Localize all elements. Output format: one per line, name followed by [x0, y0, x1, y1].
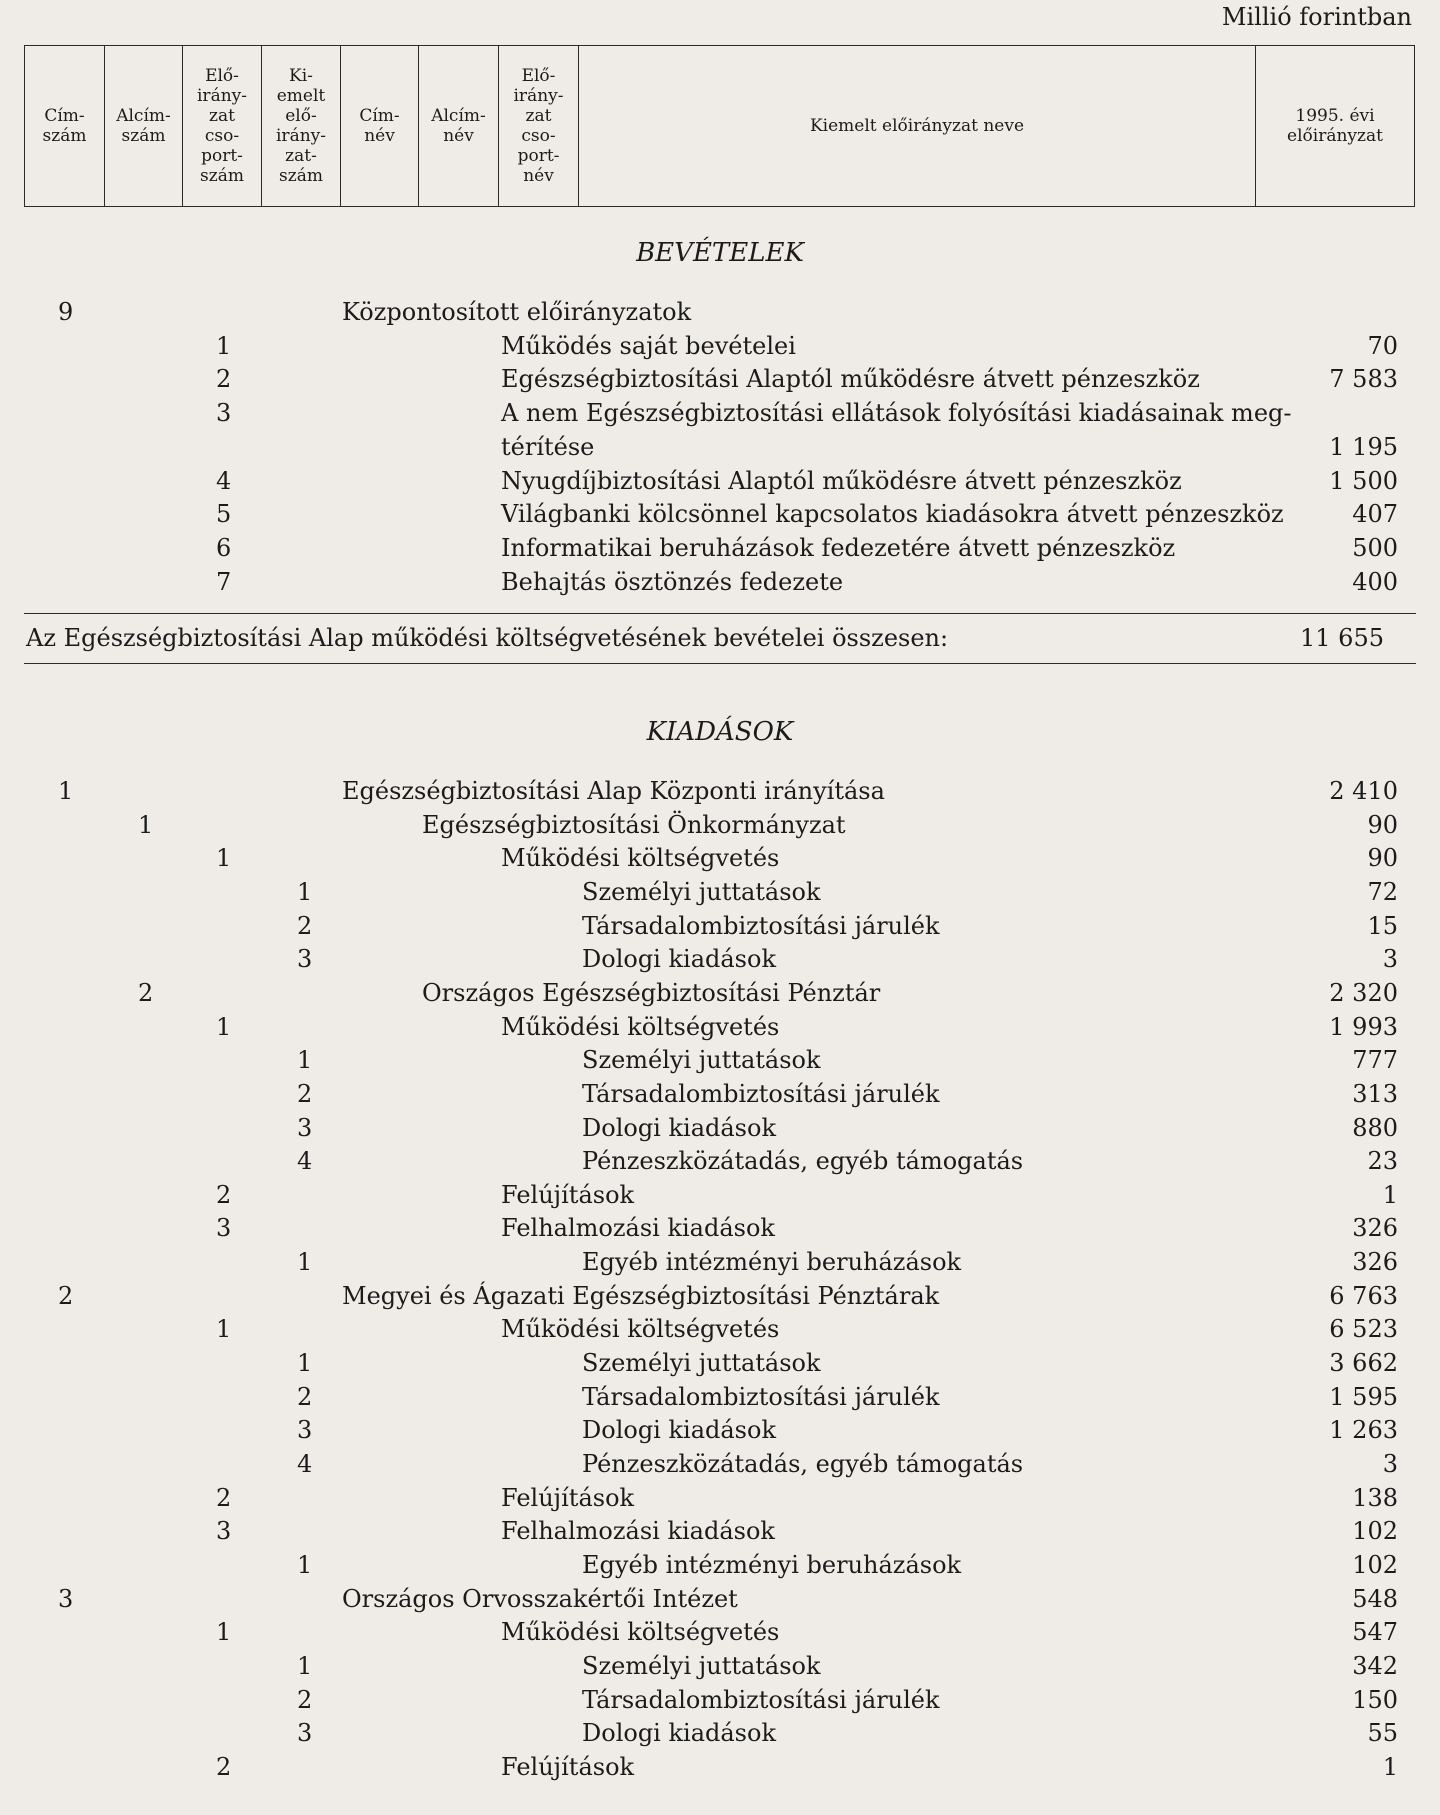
row-label: A nem Egészségbiztosítási ellátások folyósítási kiadásainak meg- [501, 399, 1292, 428]
kiadasok-row [0, 1616, 1440, 1649]
row-amount: 547 [1352, 1618, 1398, 1647]
row-amount: 313 [1352, 1079, 1398, 1108]
kiadasok-row [0, 1515, 1440, 1548]
row-amount: 1 595 [1329, 1382, 1398, 1411]
row-label: Személyi juttatások [582, 1046, 821, 1075]
row-label: Országos Orvosszakértői Intézet [342, 1584, 738, 1613]
row-amount: 6 763 [1329, 1281, 1398, 1310]
row-code: 4 [297, 1147, 313, 1176]
header-alcim-szam: Alcím- szám [105, 46, 183, 207]
row-amount: 1 993 [1329, 1012, 1398, 1041]
row-amount: 2 410 [1329, 777, 1398, 805]
bevetelek-row [0, 532, 1440, 565]
row-amount: 90 [1367, 844, 1398, 873]
row-label: Megyei és Ágazati Egészségbiztosítási Pénztárak [342, 1281, 940, 1310]
divider-top [24, 613, 1416, 614]
row-amount: 500 [1352, 533, 1398, 562]
row-label: Személyi juttatások [582, 1349, 821, 1378]
row-code: 2 [297, 1382, 313, 1411]
bevetelek-row [0, 498, 1440, 531]
row-code: 1 [216, 1315, 232, 1344]
row-label: Személyi juttatások [582, 877, 821, 906]
kiadasok-row [0, 1044, 1440, 1077]
row-label: Országos Egészségbiztosítási Pénztár [422, 978, 881, 1007]
row-code: 1 [297, 1651, 313, 1680]
row-amount: 400 [1352, 567, 1398, 596]
kiadasok-row [0, 1381, 1440, 1414]
row-code: 1 [297, 1046, 313, 1075]
kiadasok-row [0, 1078, 1440, 1111]
kiadasok-row [0, 842, 1440, 875]
header-eloiranyzat-csoport-szam: Elő- irány- zat cso- port- szám [183, 46, 262, 207]
row-amount: 342 [1352, 1651, 1398, 1680]
row-amount: 72 [1367, 877, 1398, 906]
bevetelek-row [0, 465, 1440, 498]
row-amount: 880 [1352, 1113, 1398, 1142]
kiadasok-row [0, 910, 1440, 943]
column-header-table [24, 45, 1415, 207]
row-amount: 1 263 [1329, 1416, 1398, 1445]
row-amount: 102 [1352, 1550, 1398, 1579]
row-code: 2 [297, 911, 313, 940]
row-label: Dologi kiadások [582, 1416, 776, 1445]
row-code: 3 [216, 1517, 232, 1546]
row-code: 2 [216, 1483, 232, 1512]
kiadasok-row [0, 977, 1440, 1010]
bevetelek-total-label: Az Egészségbiztosítási Alap működési költségvetésének bevételei összesen: [26, 624, 949, 652]
bevetelek-row [0, 566, 1440, 599]
kiadasok-row [0, 1482, 1440, 1515]
row-label: Nyugdíjbiztosítási Alaptól működésre átvett pénzeszköz [501, 466, 1182, 495]
row-amount: 23 [1367, 1147, 1398, 1176]
kiadasok-row [0, 1280, 1440, 1313]
row-code: 1 [297, 877, 313, 906]
row-code: 2 [216, 1180, 232, 1209]
row-label: Pénzeszközátadás, egyéb támogatás [582, 1450, 1024, 1478]
row-amount: 326 [1352, 1248, 1398, 1277]
header-kiemelt-eloiranyzat-neve: Kiemelt előirányzat neve [579, 46, 1256, 207]
kiadasok-row [0, 809, 1440, 842]
row-label: Világbanki kölcsönnel kapcsolatos kiadásokra átvett pénzeszköz [501, 500, 1284, 529]
row-label: Egyéb intézményi beruházások [582, 1248, 962, 1277]
row-code: 5 [216, 500, 232, 529]
row-code: 2 [138, 978, 154, 1007]
row-amount: 15 [1367, 911, 1398, 940]
row-code: 9 [58, 298, 74, 326]
row-amount: 407 [1352, 500, 1398, 529]
bevetelek-row [0, 431, 1440, 464]
row-code: 2 [58, 1281, 74, 1310]
row-label: Személyi juttatások [582, 1651, 821, 1680]
kiadasok-row [0, 1145, 1440, 1178]
row-amount: 3 662 [1329, 1349, 1398, 1378]
row-code: 2 [216, 1752, 232, 1781]
header-eloiranyzat-csoport-nev: Elő- irány- zat cso- port- név [499, 46, 579, 207]
row-label: Dologi kiadások [582, 945, 776, 974]
kiadasok-row [0, 1179, 1440, 1212]
section-title-bevetelek: BEVÉTELEK [636, 238, 804, 268]
bevetelek-total-row [26, 621, 1398, 655]
row-code: 3 [216, 399, 232, 428]
row-code: 1 [216, 844, 232, 873]
row-label: Működési költségvetés [501, 1315, 780, 1344]
header-cim-szam: Cím- szám [25, 46, 105, 207]
kiadasok-row [0, 775, 1440, 808]
kiadasok-row [0, 1650, 1440, 1683]
divider-bottom [24, 663, 1416, 664]
kiadasok-row [0, 876, 1440, 909]
kiadasok-row [0, 1246, 1440, 1279]
row-amount: 150 [1352, 1685, 1398, 1714]
row-label: Pénzeszközátadás, egyéb támogatás [582, 1147, 1024, 1176]
row-code: 3 [216, 1214, 232, 1243]
row-label: Társadalombiztosítási járulék [582, 1382, 940, 1411]
row-code: 1 [216, 1618, 232, 1647]
kiadasok-row [0, 1549, 1440, 1582]
row-amount: 102 [1352, 1517, 1398, 1546]
row-code: 4 [297, 1450, 313, 1478]
row-label: térítése [501, 432, 595, 461]
row-code: 3 [58, 1584, 74, 1613]
row-code: 1 [216, 1012, 232, 1041]
row-label: Egészségbiztosítási Önkormányzat [422, 810, 846, 839]
header-alcim-nev: Alcím- név [419, 46, 499, 207]
row-code: 1 [297, 1349, 313, 1378]
kiadasok-row [0, 1583, 1440, 1616]
row-amount: 1 195 [1329, 432, 1398, 461]
kiadasok-row [0, 1684, 1440, 1717]
kiadasok-row [0, 1212, 1440, 1245]
row-code: 3 [297, 945, 313, 974]
section-title-kiadasok: KIADÁSOK [646, 717, 794, 747]
row-label: Működés saját bevételei [501, 331, 796, 360]
bevetelek-row [0, 363, 1440, 396]
row-code: 3 [297, 1719, 313, 1748]
row-amount: 1 [1382, 1180, 1398, 1209]
row-label: Informatikai beruházások fedezetére átvett pénzeszköz [501, 533, 1176, 562]
row-code: 2 [216, 365, 232, 394]
row-label: Működési költségvetés [501, 1618, 780, 1647]
row-label: Központosított előirányzatok [342, 298, 692, 326]
kiadasok-row [0, 1011, 1440, 1044]
row-label: Dologi kiadások [582, 1719, 776, 1748]
header-kiemelt-eloiranyzat-szam: Ki- emelt elő- irány- zat- szám [262, 46, 341, 207]
row-amount: 3 [1382, 1450, 1398, 1478]
row-code: 1 [58, 777, 74, 805]
row-label: Felújítások [501, 1483, 635, 1512]
row-label: Társadalombiztosítási járulék [582, 1685, 940, 1714]
row-label: Társadalombiztosítási járulék [582, 1079, 940, 1108]
kiadasok-row [0, 1751, 1440, 1784]
kiadasok-row [0, 1414, 1440, 1447]
row-code: 6 [216, 533, 232, 562]
row-amount: 777 [1352, 1046, 1398, 1075]
row-label: Felhalmozási kiadások [501, 1517, 775, 1546]
row-code: 1 [138, 810, 154, 839]
row-amount: 1 500 [1329, 466, 1398, 495]
row-label: Felújítások [501, 1180, 635, 1209]
bevetelek-row [0, 330, 1440, 363]
row-label: Dologi kiadások [582, 1113, 776, 1142]
row-code: 1 [297, 1550, 313, 1579]
row-amount: 90 [1367, 810, 1398, 839]
kiadasok-row [0, 1448, 1440, 1481]
row-amount: 55 [1367, 1719, 1398, 1748]
unit-label: Millió forintban [1221, 3, 1412, 31]
row-amount: 138 [1352, 1483, 1398, 1512]
row-amount: 7 583 [1329, 365, 1398, 394]
kiadasok-row [0, 1717, 1440, 1750]
row-label: Egészségbiztosítási Alaptól működésre átvett pénzeszköz [501, 365, 1200, 394]
row-amount: 6 523 [1329, 1315, 1398, 1344]
row-amount: 548 [1352, 1584, 1398, 1613]
row-label: Működési költségvetés [501, 844, 780, 873]
row-amount: 326 [1352, 1214, 1398, 1243]
bevetelek-row [0, 296, 1440, 329]
kiadasok-row [0, 1313, 1440, 1346]
row-amount: 70 [1367, 331, 1398, 360]
row-label: Működési költségvetés [501, 1012, 780, 1041]
kiadasok-row [0, 1347, 1440, 1380]
row-amount: 3 [1382, 945, 1398, 974]
header-1995-eloiranyzat: 1995. évi előirányzat [1256, 46, 1415, 207]
row-label: Egészségbiztosítási Alap Központi irányítása [342, 777, 885, 805]
header-cim-nev: Cím- név [341, 46, 419, 207]
row-code: 4 [216, 466, 232, 495]
row-code: 7 [216, 567, 232, 596]
row-code: 3 [297, 1113, 313, 1142]
row-code: 2 [297, 1685, 313, 1714]
row-code: 1 [297, 1248, 313, 1277]
bevetelek-row [0, 397, 1440, 430]
kiadasok-row [0, 943, 1440, 976]
row-amount: 1 [1382, 1752, 1398, 1781]
kiadasok-row [0, 1112, 1440, 1145]
row-label: Felújítások [501, 1752, 635, 1781]
row-code: 1 [216, 331, 232, 360]
row-amount: 2 320 [1329, 978, 1398, 1007]
bevetelek-total-amount: 11 655 [1300, 624, 1384, 652]
row-label: Felhalmozási kiadások [501, 1214, 775, 1243]
row-label: Egyéb intézményi beruházások [582, 1550, 962, 1579]
row-code: 2 [297, 1079, 313, 1108]
row-code: 3 [297, 1416, 313, 1445]
row-label: Behajtás ösztönzés fedezete [501, 567, 844, 596]
row-label: Társadalombiztosítási járulék [582, 911, 940, 940]
